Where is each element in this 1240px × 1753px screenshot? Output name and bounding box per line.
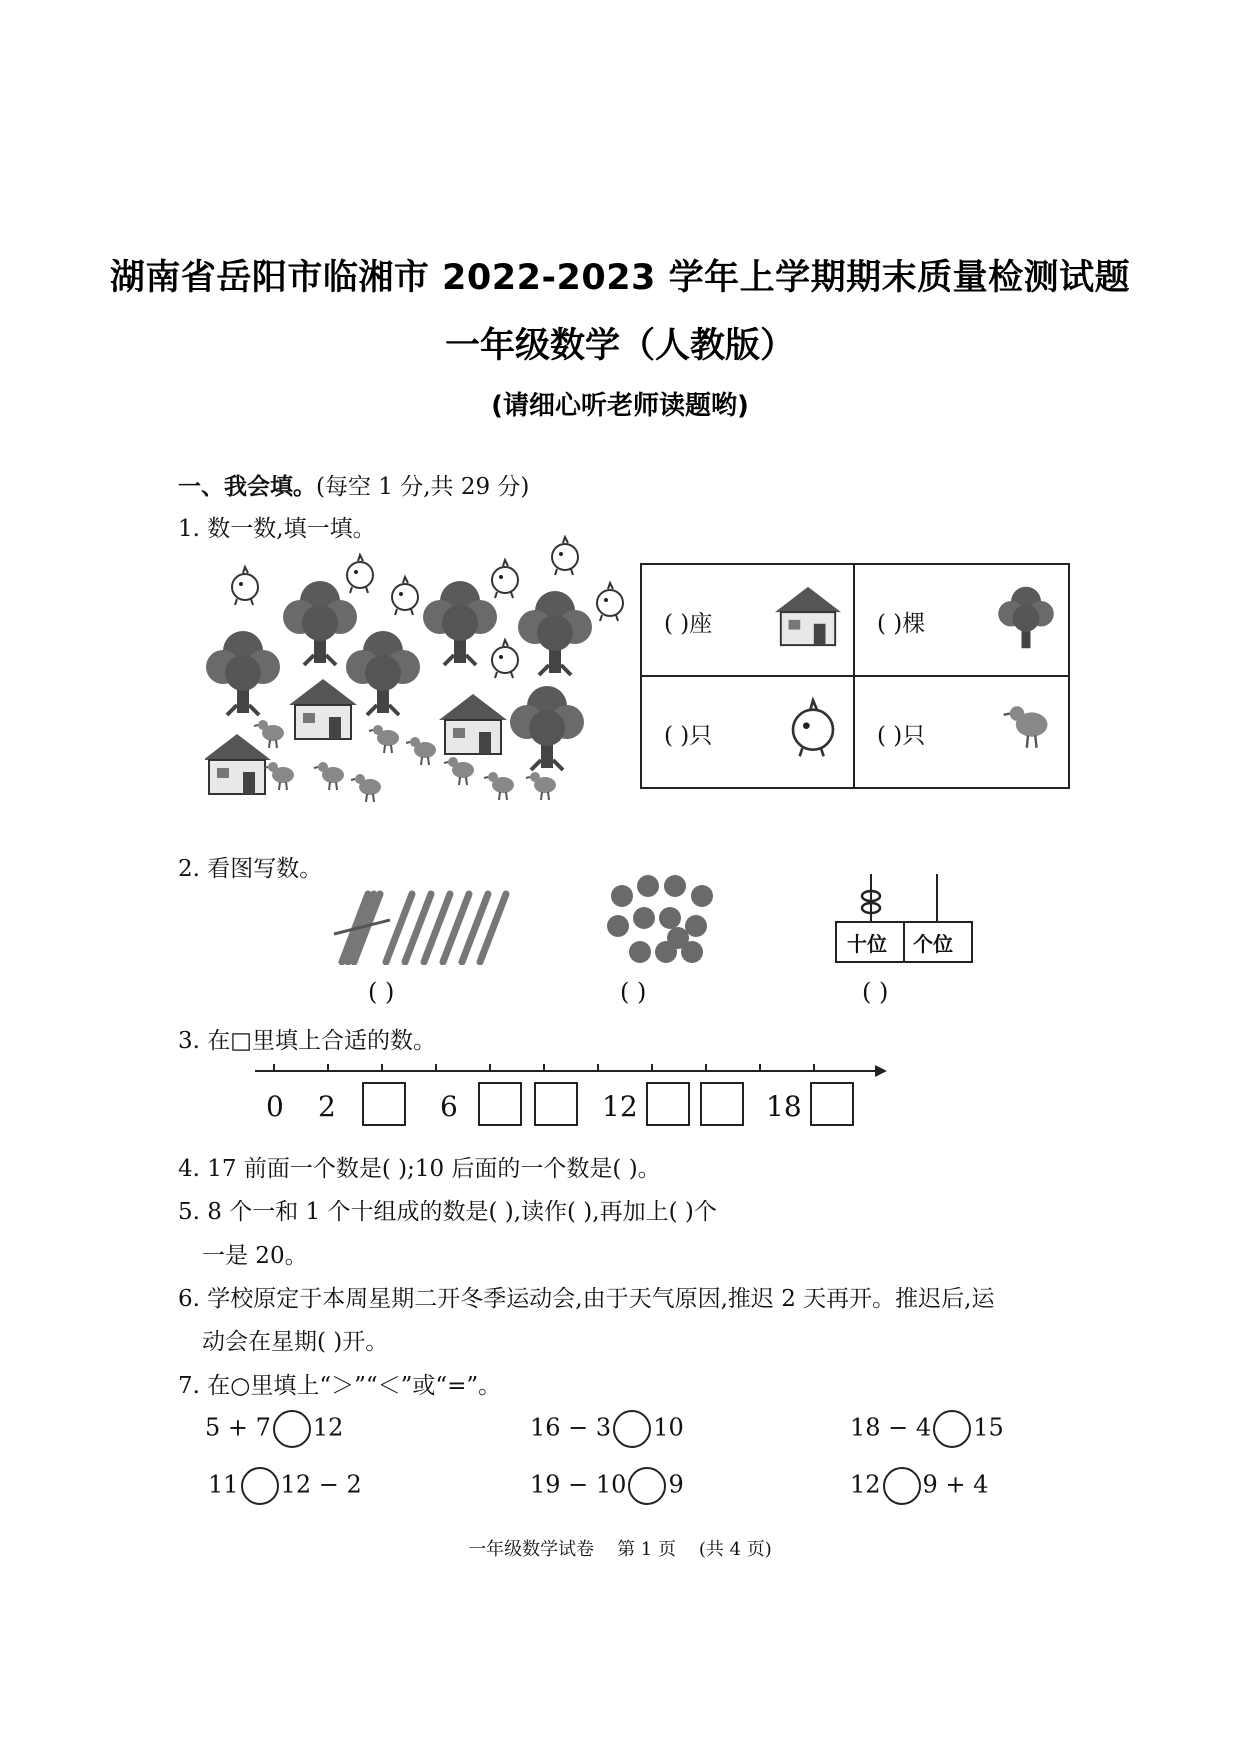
duckling-icon <box>406 737 436 765</box>
duckling-icon <box>254 720 284 748</box>
question-5-line-2: 一是 20。 <box>202 1243 308 1269</box>
number-line-box[interactable] <box>646 1082 690 1126</box>
compare-right: 9 <box>668 1470 684 1499</box>
compare-right: 10 <box>653 1413 684 1442</box>
duckling-icon <box>314 762 344 790</box>
abacus-ones-label: 个位 <box>913 932 953 956</box>
number-line-box[interactable] <box>534 1082 578 1126</box>
chick-icon <box>785 695 841 759</box>
sticks-bundle-picture <box>320 890 510 965</box>
house-icon <box>439 694 507 754</box>
chick-icon <box>232 567 258 605</box>
exam-title: 湖南省岳阳市临湘市 2022-2023 学年上学期期末质量检测试题 <box>109 258 1131 298</box>
house-icon <box>775 583 841 649</box>
answer-blank-duckling[interactable]: ( )只 <box>877 723 926 749</box>
number-line-value: 18 <box>766 1090 802 1123</box>
duckling-icon <box>484 772 514 800</box>
section-score-note: (每空 1 分,共 29 分) <box>316 474 530 500</box>
compare-right: 12 − 2 <box>280 1470 362 1499</box>
question-3-prompt: 3. 在□里填上合适的数。 <box>178 1028 436 1054</box>
chick-icon <box>492 560 518 598</box>
number-line-box[interactable] <box>700 1082 744 1126</box>
duckling-icon <box>444 757 474 785</box>
abacus-picture <box>835 870 975 970</box>
duckling-icon <box>351 774 381 802</box>
chick-icon <box>347 555 373 593</box>
number-line-box[interactable] <box>362 1082 406 1126</box>
tree-icon <box>996 583 1056 655</box>
compare-left: 5 + 7 <box>205 1413 271 1442</box>
duckling-icon <box>264 762 294 790</box>
number-line-box[interactable] <box>478 1082 522 1126</box>
house-icon <box>289 679 357 739</box>
section-title: 一、我会填。 <box>178 474 316 500</box>
duckling-icon <box>526 772 556 800</box>
compare-left: 11 <box>208 1470 239 1499</box>
tree-icon <box>283 581 357 665</box>
compare-left: 12 <box>850 1470 881 1499</box>
question-5-line-1: 5. 8 个一和 1 个十组成的数是( ),读作( ),再加上( )个 <box>178 1199 717 1225</box>
answer-blank-apples[interactable]: ( ) <box>620 978 647 1006</box>
question-7-prompt: 7. 在○里填上“＞”“＜”或“=”。 <box>178 1373 502 1399</box>
compare-item <box>530 1410 684 1448</box>
tree-icon <box>510 686 584 770</box>
compare-circle[interactable] <box>241 1467 279 1505</box>
question-6-line-1: 6. 学校原定于本周星期二开冬季运动会,由于天气原因,推迟 2 天再开。推迟后,运 <box>178 1286 995 1312</box>
compare-right: 12 <box>312 1413 344 1442</box>
compare-left: 16 − 3 <box>530 1413 612 1442</box>
compare-item <box>530 1467 684 1505</box>
answer-blank-chick[interactable]: ( )只 <box>664 723 713 749</box>
number-line-value: 12 <box>602 1090 638 1123</box>
answer-cell-duckling <box>855 677 1068 789</box>
number-line-value: 0 <box>266 1090 284 1123</box>
compare-circle[interactable] <box>613 1410 651 1448</box>
duckling-icon <box>1000 695 1056 759</box>
compare-circle[interactable] <box>883 1467 921 1505</box>
apples-picture <box>600 868 725 968</box>
compare-right: 15 <box>973 1413 1004 1442</box>
compare-circle[interactable] <box>933 1410 971 1448</box>
answer-cell-house <box>642 565 855 677</box>
duckling-icon <box>369 725 399 753</box>
question-2-prompt: 2. 看图写数。 <box>178 856 323 882</box>
chick-icon <box>552 537 578 575</box>
compare-right: 9 + 4 <box>922 1470 989 1499</box>
page-footer: 一年级数学试卷 第 1 页 (共 4 页) <box>468 1539 772 1560</box>
question-4: 4. 17 前面一个数是( );10 后面的一个数是( )。 <box>178 1156 661 1182</box>
question-6-line-2: 动会在星期( )开。 <box>202 1329 389 1355</box>
chick-icon <box>597 583 623 621</box>
tree-icon <box>423 581 497 665</box>
exam-note: (请细心听老师读题哟) <box>491 391 749 421</box>
answer-blank-house[interactable]: ( )座 <box>664 611 713 637</box>
chick-icon <box>492 640 518 678</box>
compare-item <box>208 1467 362 1505</box>
number-line-value: 2 <box>318 1090 336 1123</box>
compare-left: 19 − 10 <box>530 1470 627 1499</box>
arrow-right-icon <box>875 1065 887 1077</box>
answer-cell-chick <box>642 677 855 789</box>
number-line <box>255 1070 875 1072</box>
exam-subtitle: 一年级数学（人教版） <box>444 326 795 366</box>
section-heading <box>178 468 529 501</box>
counting-scene-picture <box>205 535 625 815</box>
compare-left: 18 − 4 <box>850 1413 932 1442</box>
number-line-box[interactable] <box>810 1082 854 1126</box>
compare-circle[interactable] <box>273 1410 311 1448</box>
compare-item <box>850 1467 988 1505</box>
question-1-prompt: 1. 数一数,填一填。 <box>178 516 376 542</box>
number-line-value: 6 <box>440 1090 458 1123</box>
compare-item <box>205 1410 343 1448</box>
compare-circle[interactable] <box>628 1467 666 1505</box>
answer-cell-tree <box>855 565 1068 677</box>
answer-blank-tree[interactable]: ( )棵 <box>877 611 926 637</box>
tree-icon <box>206 631 280 715</box>
answer-blank-abacus[interactable]: ( ) <box>862 978 889 1006</box>
tree-icon <box>518 591 592 675</box>
count-answer-table <box>640 563 1070 789</box>
answer-blank-sticks[interactable]: ( ) <box>368 978 395 1006</box>
house-icon <box>205 734 271 794</box>
abacus-tens-label: 十位 <box>847 932 887 956</box>
tree-icon <box>346 631 420 715</box>
chick-icon <box>392 577 418 615</box>
compare-item <box>850 1410 1004 1448</box>
